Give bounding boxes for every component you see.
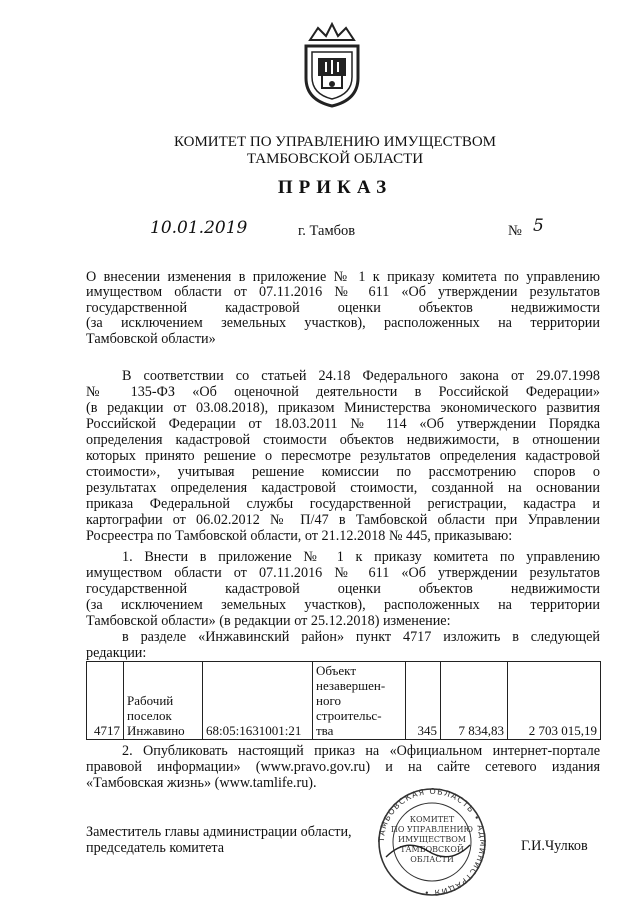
paragraph-line: № 135-ФЗ «Об оценочной деятельности в Российской Федерации» (86, 384, 600, 400)
paragraph-line: правовой информации» (www.pravo.gov.ru) и на сайте сетевого издания (86, 759, 600, 775)
subject-line: О внесении изменения в приложение № 1 к приказу комитета по управлению (86, 269, 600, 285)
location-line: Инжавино (127, 723, 185, 738)
cell-cadastral-value: 2 703 015,19 (508, 662, 601, 740)
official-stamp (366, 787, 498, 897)
cell-unit-value: 7 834,83 (441, 662, 508, 740)
document-date: 10.01.2019 (150, 218, 248, 238)
cell-item-number: 4717 (87, 662, 124, 740)
paragraph-line: 1. Внести в приложение № 1 к приказу комитета по управлению (122, 549, 600, 565)
paragraph-line: определения кадастровой стоимости объектов недвижимости, в отношении (86, 432, 600, 448)
item-2-paragraph (86, 743, 600, 791)
signatory-position (86, 824, 352, 856)
stamp-text: ИМУЩЕСТВОМ (397, 835, 467, 844)
signatory-name: Г.И.Чулков (521, 838, 588, 854)
paragraph-line: результатах определения кадастровой стоимости, созданной на основании (86, 480, 600, 496)
paragraph-line: Росреестра по Тамбовской области, от 21.12.2018 № 445, приказываю: (86, 528, 513, 544)
paragraph-line: приказа Федеральной службы государственной регистрации, кадастра и (86, 496, 600, 512)
document-number-label: № (508, 223, 522, 239)
paragraph-line: (за исключением земельных участков), расположенных на территории (86, 597, 600, 613)
subject-line: (за исключением земельных участков), расположенных на территории (86, 315, 600, 332)
table-row (87, 662, 601, 740)
paragraph-line: картографии от 06.02.2012 № П/47 в Тамбовской области при Управлении (86, 512, 600, 528)
cadastral-table (86, 661, 601, 740)
item-1-paragraph (86, 549, 600, 629)
cell-location (124, 662, 203, 740)
stamp-ring-text: ТАМБОВСКАЯ ОБЛАСТЬ • АДМИНИСТРАЦИЯ • (376, 787, 488, 897)
paragraph-line: Тамбовской области» (в редакции от 25.12.2018) изменение: (86, 613, 451, 629)
cell-object-type (313, 662, 406, 740)
paragraph-line: в разделе «Инжавинский район» пункт 4717 изложить в следующей (122, 629, 600, 645)
stamp-text: ПО УПРАВЛЕНИЮ (390, 825, 474, 834)
location-line: Рабочий (127, 693, 174, 708)
cell-cadastral-number: 68:05:1631001:21 (203, 662, 313, 740)
paragraph-line: которых принято решение о пересмотре результатов определения кадастровой (86, 448, 600, 464)
document-city: г. Тамбов (298, 223, 356, 239)
paragraph-line: «Тамбовская жизнь» (www.tamlife.ru). (86, 775, 317, 791)
paragraph-line: Российской Федерации от 18.03.2011 № 114 «Об утверждении Порядка (86, 416, 600, 432)
document-title: ПРИКАЗ (277, 177, 393, 198)
coat-of-arms-emblem (296, 22, 368, 108)
stamp-text: КОМИТЕТ (409, 815, 455, 824)
type-line: строительс- (316, 708, 382, 723)
paragraph-line: стоимости», учитывая решение комиссии по рассмотрению споров о (86, 464, 600, 480)
subject-line: государственной кадастровой оценки объектов недвижимости (86, 299, 600, 316)
preamble-paragraph (86, 368, 600, 544)
type-line: ного (316, 693, 341, 708)
section-paragraph (86, 629, 600, 661)
stamp-text: ОБЛАСТИ (410, 855, 454, 864)
position-line: Заместитель главы администрации области, (86, 824, 352, 840)
paragraph-line: редакции: (86, 645, 147, 661)
type-line: Объект (316, 663, 356, 678)
position-line: председатель комитета (86, 840, 225, 856)
org-name-line1: КОМИТЕТ ПО УПРАВЛЕНИЮ ИМУЩЕСТВОМ (173, 134, 497, 150)
type-line: тва (316, 723, 334, 738)
paragraph-line: (в редакции от 03.08.2018), приказом Министерства экономического развития (86, 400, 600, 416)
cell-area: 345 (406, 662, 441, 740)
org-name-line2: ТАМБОВСКОЙ ОБЛАСТИ (246, 151, 424, 167)
paragraph-line: 2. Опубликовать настоящий приказ на «Официальном интернет-портале (122, 743, 600, 759)
subject-line: имуществом области от 07.11.2016 № 611 «Об утверждении результатов (86, 284, 600, 301)
document-number: 5 (533, 216, 544, 236)
subject-line: Тамбовской области» (86, 330, 216, 347)
location-line: поселок (127, 708, 172, 723)
type-line: незавершен- (316, 678, 386, 693)
paragraph-line: имуществом области от 07.11.2016 № 611 «Об утверждении результатов (86, 565, 600, 581)
stamp-text: ТАМБОВСКОЙ (400, 845, 464, 854)
paragraph-line: В соответствии со статьей 24.18 Федерального закона от 29.07.1998 (122, 368, 600, 384)
paragraph-line: государственной кадастровой оценки объектов недвижимости (86, 581, 600, 597)
document-subject (86, 270, 600, 347)
